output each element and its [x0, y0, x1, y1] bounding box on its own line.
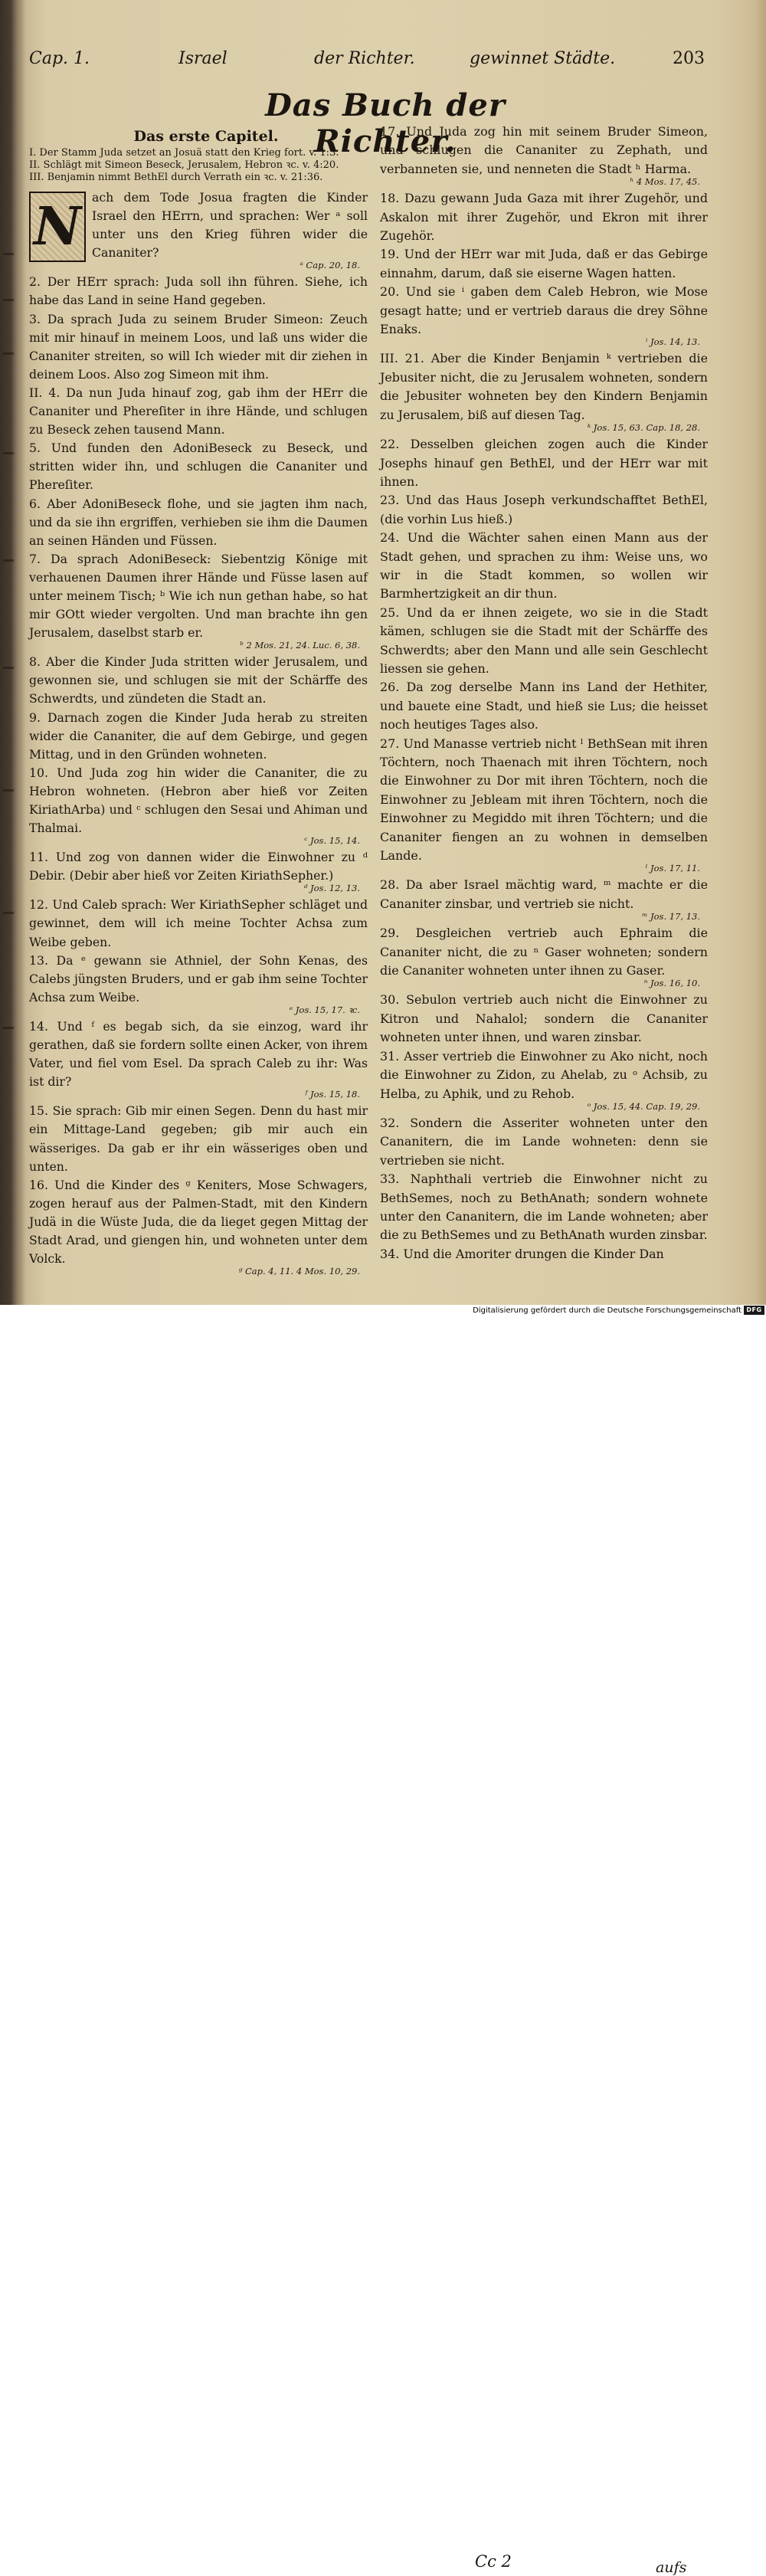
cross-reference-note: ʰ 4 Mos. 17, 45. [630, 176, 700, 188]
verse [29, 709, 368, 764]
verse [29, 1018, 368, 1091]
verse-text: 22. Desselben gleichen zogen auch die Kinder Josephs hinauf gen BethEl, und der HErr war mit ihnen. [380, 437, 708, 489]
cross-reference-note: ᵏ Jos. 15, 63. Cap. 18, 28. [587, 422, 700, 434]
cross-reference-note: ᶜ Jos. 15, 14. [304, 835, 360, 847]
cross-reference-note: ⁱ Jos. 14, 13. [646, 336, 700, 348]
verse-text: 19. Und der HErr war mit Juda, daß er das Gebirge einnahm, darum, daß sie eiserne Wagen hatten. [380, 247, 708, 280]
verse-text: 15. Sie sprach: Gib mir einen Segen. Denn du hast mir ein Mittage-Land gegeben; gib mir auch ein wässeriges. Da gab er ihr ein wässeriges oben und unten. [29, 1103, 368, 1174]
first-verse-block [29, 188, 368, 1277]
running-head-chapter: Cap. 1. [29, 49, 90, 68]
running-head-topic: gewinnet Städte. [470, 49, 616, 68]
verse [29, 848, 368, 885]
signature-mark: Cc 2 [475, 2552, 512, 2571]
verse [380, 123, 708, 179]
page-number: 203 [673, 49, 705, 68]
verse-text: 32. Sondern die Asseriter wohneten unter den Cananitern, die im Lande wohneten: denn sie vertrieben sie nicht. [380, 1115, 708, 1168]
verse-text: 12. Und Caleb sprach: Wer KiriathSepher schläget und gewinnet, dem will ich meine Tochter Achsa zum Weibe geben. [29, 897, 368, 949]
left-verses [29, 188, 368, 1277]
verse-text: 30. Sebulon vertrieb auch nicht die Einwohner zu Kitron und Nahalol; sondern die Cananiter wohneten unter ihnen, und waren zinsbar. [380, 992, 708, 1045]
verse [380, 435, 708, 491]
verse-text: 26. Da zog derselbe Mann ins Land der Hethiter, und bauete eine Stadt, und hieß sie Lus; die heisset noch heutiges Tages also. [380, 680, 708, 732]
digitization-footer [0, 1305, 766, 1316]
verse-text: 2. Der HErr sprach: Juda soll ihn führen. Siehe, ich habe das Land in seine Hand gegeben. [29, 274, 368, 308]
cross-reference-note: ᵇ 2 Mos. 21, 24. Luc. 6, 38. [240, 640, 360, 651]
verse [29, 764, 368, 837]
cross-reference-note: ᵃ Cap. 20, 18. [300, 260, 360, 271]
cross-reference-note: ᵍ Cap. 4, 11. 4 Mos. 10, 29. [238, 1266, 360, 1277]
verse [380, 529, 708, 604]
left-column [29, 123, 368, 1279]
funding-credit: Digitalisierung gefördert durch die Deutsche Forschungsgemeinschaft [473, 1306, 741, 1315]
verse [29, 653, 368, 708]
verse-text: 10. Und Juda zog hin wider die Cananiter, die zu Hebron wohneten. (Hebron aber hieß vor Zeiten KiriathArba) und ᶜ schlugen den Sesai und Ahiman und Thalmai. [29, 765, 368, 836]
verse [29, 310, 368, 384]
verse [380, 1170, 708, 1245]
cross-reference-note: ᵈ Jos. 12, 13. [303, 883, 360, 894]
verse-text: 13. Da ᵉ gewann sie Athniel, der Sohn Kenas, des Calebs jüngsten Bruders, und er gab ihm seine Tochter Achsa zum Weibe. [29, 952, 368, 1005]
verse-text: 17. Und Juda zog hin mit seinem Bruder Simeon, und schlugen die Cananiter zu Zephath, und verbanneten sie, und nenneten die Stadt ʰ Harma. [380, 124, 708, 176]
verse-text: 20. Und sie ⁱ gaben dem Caleb Hebron, wie Mose gesagt hatte; und er vertrieb daraus die drey Söhne Enaks. [380, 284, 708, 337]
verse-text: 7. Da sprach AdoniBeseck: Siebentzig Könige mit verhauenen Daumen ihrer Hände und Füsse lasen auf unter meinem Tisch; ᵇ Wie ich nun gethan habe, so hat mir GOtt wieder vergolten. Und man brachte ihn gen Jerusalem, daselbst starb er. [29, 551, 368, 641]
verse [380, 991, 708, 1047]
verse-text: 24. Und die Wächter sahen einen Mann aus der Stadt gehen, und sprachen zu ihm: Weise uns, wo wir in die Stadt kommen, so wollen wir Barmhertzigkeit an dir thun. [380, 530, 708, 601]
verse-text: 25. Und da er ihnen zeigete, wo sie in die Stadt kämen, schlugen sie die Stadt mit der Schärffe des Schwerdts; aber den Mann und alle sein Geschlecht liessen sie gehen. [380, 605, 708, 676]
verse-text: 14. Und ᶠ es begab sich, da sie einzog, ward ihr gerathen, daß sie fordern sollte einen Acker, von ihrem Vater, und fiel vom Esel. Da sprach Caleb zu ihr: Was ist dir? [29, 1018, 368, 1090]
cross-reference-note: ᵒ Jos. 15, 44. Cap. 19, 29. [587, 1100, 700, 1112]
summary-line: I. Der Stamm Juda setzet an Josuä statt den Krieg fort. v. 1:3. [29, 147, 339, 159]
catchword: aufs [656, 2559, 687, 2576]
cross-reference-note: ᵉ Jos. 15, 17. ꝛc. [289, 1004, 360, 1015]
cross-reference-note: ᵐ Jos. 17, 13. [642, 911, 700, 923]
book-title: Das Buch der Richter. [265, 87, 506, 159]
running-head-book: der Richter. [314, 49, 415, 68]
verse [380, 349, 708, 424]
verse [380, 735, 708, 866]
verse [29, 550, 368, 642]
verse [29, 384, 368, 439]
verse [380, 283, 708, 339]
verse [380, 924, 708, 980]
verse [29, 495, 368, 550]
chapter-title: Das erste Capitel. [133, 128, 279, 145]
verse-text: 8. Aber die Kinder Juda stritten wider Jerusalem, und gewonnen sie, und schlugen sie mit der Schärffe des Schwerdts, und zündeten die Stadt an. [29, 654, 368, 706]
dfg-logo: DFG [744, 1306, 764, 1315]
verse [29, 273, 368, 310]
verse-text: 29. Desgleichen vertrieb auch Ephraim die Cananiter nicht, die zu ⁿ Gaser wohneten; sondern die Cananiter wohneten unter ihnen zu Gaser. [380, 926, 708, 978]
verse [380, 189, 708, 245]
verse [29, 1102, 368, 1175]
verse [29, 952, 368, 1007]
verse-text: 27. Und Manasse vertrieb nicht ˡ BethSean mit ihren Töchtern, noch Thaenach mit ihren Töchtern, noch die Einwohner zu Dor mit ihren Töchtern, noch die Einwohner zu Jebleam mit ihren Töchtern, noch die Einwohner zu Megiddo mit ihren Töchtern; und die Cananiter fiengen an zu wohnen in demselben Lande. [380, 736, 708, 864]
verse [380, 245, 708, 283]
right-column [380, 123, 708, 1263]
verse-text: II. 4. Da nun Juda hinauf zog, gab ihm der HErr die Cananiter und Phereſiter in ihre Hände, und schlugen zu Beseck zehen tausend Mann. [29, 385, 368, 438]
summary-line: III. Benjamin nimmt BethEl durch Verrath ein ꝛc. v. 21:36. [29, 172, 323, 183]
verse [29, 1176, 368, 1268]
verse [380, 604, 708, 679]
verse-text: 9. Darnach zogen die Kinder Juda herab zu streiten wider die Cananiter, die auf dem Gebirge, und gegen Mittag, und in den Gründen wohneten. [29, 710, 368, 762]
decorated-initial [29, 192, 86, 262]
verse [380, 876, 708, 913]
verse-text: 31. Asser vertrieb die Einwohner zu Ako nicht, noch die Einwohner zu Zidon, zu Ahelab, zu ᵒ Achsib, zu Helba, zu Aphik, und zu Rehob. [380, 1048, 708, 1101]
verse [380, 1114, 708, 1170]
verse [29, 896, 368, 951]
running-head [29, 38, 707, 81]
verse [380, 491, 708, 529]
verse-text: III. 21. Aber die Kinder Benjamin ᵏ vertrieben die Jebusiter nicht, die zu Jerusalem wohneten, sondern die Jebusiter wohneten bey den Kindern Benjamin zu Jerusalem, biß auf diesen Tag. [380, 351, 708, 422]
running-head-israel: Israel [178, 49, 228, 68]
verse-text: ach dem Tode Josua fragten die Kinder Israel den HErrn, und sprachen: Wer ᵃ soll unter uns den Krieg führen wider die Cananiter? [92, 190, 368, 261]
verse [29, 439, 368, 494]
verse-text: 6. Aber AdoniBeseck flohe, und sie jagten ihm nach, und da sie ihn ergriffen, verhieben sie ihm die Daumen an seinen Händen und Füssen. [29, 496, 368, 548]
verse-text: 16. Und die Kinder des ᵍ Keniters, Mose Schwagers, zogen herauf aus der Palmen-Stadt, mit den Kindern Judä in die Wüste Juda, die da lieget gegen Mittag der Stadt Arad, und giengen hin, und wohneten unter dem Volck. [29, 1177, 368, 1267]
verse-text: 11. Und zog von dannen wider die Einwohner zu ᵈ Debir. (Debir aber hieß vor Zeiten KiriathSepher.) [29, 850, 368, 883]
chapter-summary [29, 147, 368, 184]
binding-gutter [0, 253, 17, 1096]
verse [380, 1245, 708, 1263]
verse-text: 3. Da sprach Juda zu seinem Bruder Simeon: Zeuch mit mir hinauf in meinem Loos, und laß uns wider die Cananiter streiten, so will Ich wieder mit dir ziehen in deinem Loos. Also zog Simeon mit ihm. [29, 311, 368, 382]
right-verses [380, 123, 708, 1263]
cross-reference-note: ᶠ Jos. 15, 18. [305, 1089, 360, 1100]
verse [380, 1047, 708, 1103]
cross-reference-note: ⁿ Jos. 16, 10. [643, 978, 700, 989]
initial-letter: N [33, 196, 82, 257]
verse-text: 23. Und das Haus Joseph verkundschafftet BethEl, (die vorhin Lus hieß.) [380, 493, 708, 526]
summary-line: II. Schlägt mit Simeon Beseck, Jerusalem, Hebron ꝛc. v. 4:20. [29, 159, 339, 171]
verse-text: 34. Und die Amoriter drungen die Kinder Dan [380, 1246, 664, 1261]
verse-text: 5. Und funden den AdoniBeseck zu Beseck, und stritten wider ihn, und schlugen die Cananiter und Phereſiter. [29, 441, 368, 493]
cross-reference-note: ˡ Jos. 17, 11. [645, 863, 700, 874]
verse [380, 678, 708, 734]
verse-text: 18. Dazu gewann Juda Gaza mit ihrer Zugehör, und Askalon mit ihrer Zugehör, und Ekron mit ihrer Zugehör. [380, 191, 708, 244]
verse-text: 28. Da aber Israel mächtig ward, ᵐ machte er die Cananiter zinsbar, und vertrieb sie nicht. [380, 877, 708, 911]
verse-text: 33. Naphthali vertrieb die Einwohner nicht zu BethSemes, noch zu BethAnath; sondern wohnete unter den Cananitern, die im Lande wohneten; aber die zu BethSemes und zu BethAnath wurden zinsbar. [380, 1172, 708, 1243]
